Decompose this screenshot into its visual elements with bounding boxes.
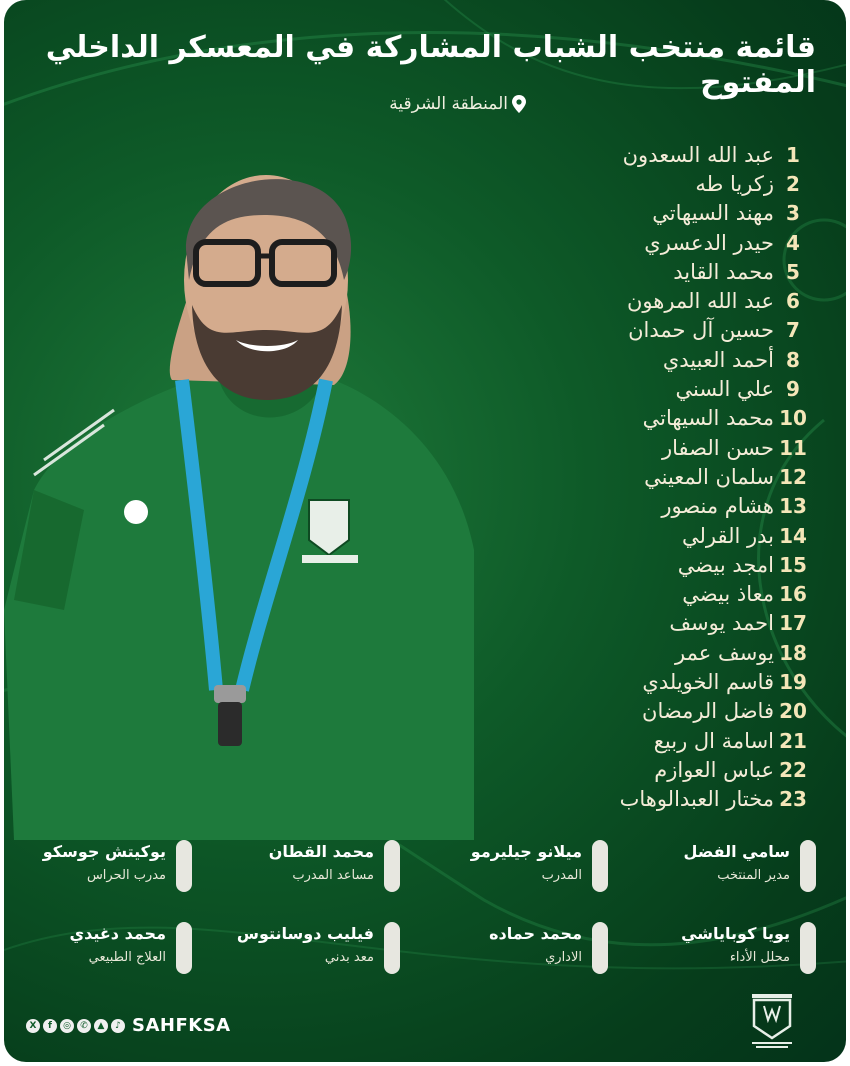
card-accent-bar (592, 922, 608, 974)
staff-card (210, 836, 400, 896)
list-item (482, 492, 812, 521)
list-item (482, 257, 812, 286)
list-item (482, 609, 812, 638)
list-item (482, 404, 812, 433)
staff-role: معد بدني (324, 950, 374, 965)
instagram-icon[interactable]: ◎ (60, 1019, 74, 1033)
card-accent-bar (592, 840, 608, 892)
player-number: 10 (779, 406, 807, 431)
staff-card (626, 918, 816, 978)
staff-name: فيليب دوسانتوس (236, 924, 374, 943)
player-number: 5 (786, 259, 800, 284)
staff-role: العلاج الطبيعي (88, 950, 166, 965)
tiktok-icon[interactable]: ♪ (111, 1019, 125, 1033)
player-name: امجد بيضي (677, 552, 774, 577)
staff-name: سامي الفضل (683, 842, 790, 861)
player-name: بدر القرلي (681, 523, 774, 548)
player-name: حيدر الدعسري (644, 230, 774, 255)
card-accent-bar (800, 922, 816, 974)
player-name: اسامة ال ربيع (653, 728, 774, 753)
list-item (482, 726, 812, 755)
player-number: 19 (779, 669, 807, 694)
list-item (482, 140, 812, 169)
list-item (482, 286, 812, 315)
player-name: حسين آل حمدان (628, 318, 774, 343)
list-item (482, 667, 812, 696)
page-title: قائمة منتخب الشباب المشاركة في المعسكر الداخلي المفتوح (45, 30, 816, 100)
list-item (482, 579, 812, 608)
player-number: 18 (779, 640, 807, 665)
staff-role: مدرب الحراس (86, 868, 166, 883)
player-number: 21 (779, 728, 807, 753)
card-accent-bar (384, 840, 400, 892)
staff-role: الاداري (545, 950, 582, 965)
player-number: 13 (779, 494, 807, 519)
player-name: قاسم الخويلدي (642, 669, 774, 694)
player-name: أحمد العبيدي (662, 347, 774, 372)
location-pin-icon (512, 95, 526, 113)
staff-role: مدير المنتخب (717, 868, 790, 883)
player-name: عبد الله السعدون (622, 142, 774, 167)
list-item (482, 433, 812, 462)
poster (4, 0, 846, 1062)
player-number: 20 (779, 699, 807, 724)
staff-card (418, 836, 608, 896)
player-number: 23 (779, 787, 807, 812)
player-number: 1 (786, 142, 800, 167)
player-name: سلمان المعيني (644, 464, 774, 489)
staff-card (4, 836, 192, 896)
list-item (482, 374, 812, 403)
player-number: 12 (779, 464, 807, 489)
staff-card (626, 836, 816, 896)
player-number: 4 (786, 230, 800, 255)
staff-name: ميلانو جيليرمو (470, 842, 582, 861)
player-name: محمد القايد (673, 259, 774, 284)
player-number: 6 (786, 289, 800, 314)
staff-card (4, 918, 192, 978)
player-name: معاذ بيضي (682, 582, 774, 607)
player-number: 2 (786, 171, 800, 196)
card-accent-bar (176, 840, 192, 892)
player-name: محمد السيهاتي (642, 406, 774, 431)
card-accent-bar (176, 922, 192, 974)
list-item (482, 697, 812, 726)
staff-name: محمد حماده (489, 924, 582, 943)
list-item (482, 169, 812, 198)
player-name: عباس العوازم (654, 757, 774, 782)
social-bar (26, 1015, 231, 1036)
player-name: هشام منصور (661, 494, 774, 519)
staff-role: مساعد المدرب (292, 868, 374, 883)
player-number: 15 (779, 552, 807, 577)
player-name: فاضل الرمضان (642, 699, 774, 724)
staff-role: محلل الأداء (729, 950, 790, 965)
snapchat-icon[interactable]: ▲ (94, 1019, 108, 1033)
card-accent-bar (800, 840, 816, 892)
player-number: 11 (779, 435, 807, 460)
player-name: علي السني (675, 377, 774, 402)
player-name: زكريا طه (695, 171, 774, 196)
player-name: مختار العبدالوهاب (619, 787, 774, 812)
list-item (482, 550, 812, 579)
whatsapp-icon[interactable]: ✆ (77, 1019, 91, 1033)
player-number: 16 (779, 582, 807, 607)
federation-logo (746, 992, 798, 1050)
staff-name: يوكيتش جوسكو (42, 842, 166, 861)
staff-name: محمد القطان (268, 842, 374, 861)
coach-photo (4, 130, 484, 840)
player-name: مهند السيهاتي (652, 201, 774, 226)
player-number: 3 (786, 201, 800, 226)
player-name: عبد الله المرهون (627, 289, 774, 314)
player-number: 7 (786, 318, 800, 343)
list-item (482, 316, 812, 345)
list-item (482, 785, 812, 814)
staff-card (418, 918, 608, 978)
social-handle[interactable]: SAHFKSA (132, 1015, 231, 1036)
list-item (482, 638, 812, 667)
list-item (482, 755, 812, 784)
list-item (482, 462, 812, 491)
player-number: 14 (779, 523, 807, 548)
player-number: 8 (786, 347, 800, 372)
staff-card (210, 918, 400, 978)
staff-role: المدرب (541, 868, 582, 883)
player-number: 9 (786, 377, 800, 402)
player-number: 22 (779, 757, 807, 782)
list-item (482, 345, 812, 374)
player-name: احمد يوسف (669, 611, 774, 636)
staff-name: محمد دغيدي (69, 924, 166, 943)
x-icon[interactable]: X (26, 1019, 40, 1033)
facebook-icon[interactable]: f (43, 1019, 57, 1033)
roster-list (482, 140, 812, 814)
player-number: 17 (779, 611, 807, 636)
region-label (389, 94, 526, 114)
player-name: حسن الصفار (662, 435, 774, 460)
card-accent-bar (384, 922, 400, 974)
list-item (482, 199, 812, 228)
list-item (482, 521, 812, 550)
region-text: المنطقة الشرقية (389, 94, 508, 114)
staff-name: يويا كوباياشي (681, 924, 790, 943)
list-item (482, 228, 812, 257)
player-name: يوسف عمر (675, 640, 774, 665)
